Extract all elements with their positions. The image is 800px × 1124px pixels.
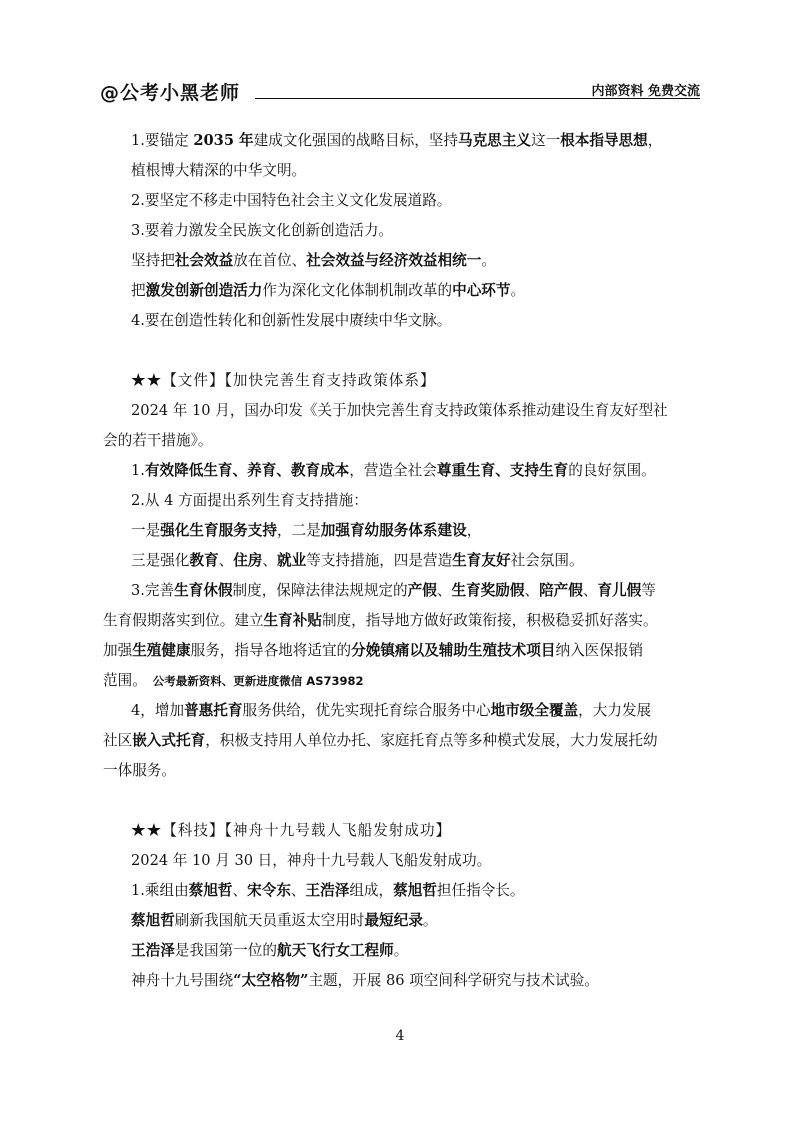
s2-intro-2: 会的若干措施》。 [103,432,213,449]
page-header [100,76,700,104]
s2-p8: 范围。 公考最新资料、更新进度微信 AS73982 [103,672,364,689]
s2-intro-1: 2024 年 10 月，国办印发《关于加快完善生育支持政策体系推动建设生育友好型社 [131,402,668,419]
s2-p10: 社区嵌入式托育，积极支持用人单位办托、家庭托育点等多种模式发展，大力发展托幼 [103,732,658,749]
s1-line-2: 植根博大精深的中华文明。 [131,162,307,179]
s2-p3: 一是强化生育服务支持，二是加强育幼服务体系建设， [131,522,482,539]
s3-p4: 神舟十九号围绕“太空格物”主题，开展 86 项空间科学研究与技术试验。 [131,972,599,989]
s2-p7: 加强生殖健康服务，指导各地将适宜的分娩镇痛以及辅助生殖技术项目纳入医保报销 [103,642,644,659]
s1-line-5: 坚持把社会效益放在首位、社会效益与经济效益相统一。 [131,252,496,269]
s1-line-4: 3.要着力激发全民族文化创新创造活力。 [131,222,394,239]
s3-p1: 1.乘组由蔡旭哲、宋令东、王浩泽组成，蔡旭哲担任指令长。 [131,882,525,899]
s2-p4: 三是强化教育、住房、就业等支持措施，四是营造生育友好社会氛围。 [131,552,584,569]
s1-line-6: 把激发创新创造活力作为深化文化体制机制改革的中心环节。 [131,282,526,299]
s1-line-7: 4.要在创造性转化和创新性发展中赓续中华文脉。 [131,312,452,329]
header-brand: @公考小黑老师 [100,82,241,104]
s2-p5: 3.完善生育休假制度，保障法律法规规定的产假、生育奖励假、陪产假、育儿假等 [131,582,656,599]
page-number: 4 [395,1028,405,1044]
s3-p2: 蔡旭哲刷新我国航天员重返太空用时最短纪录。 [131,912,438,929]
s2-p2: 2.从 4 方面提出系列生育支持措施： [131,492,368,509]
s2-heading: ★★【文件】【加快完善生育支持政策体系】 [131,372,436,389]
s3-p3: 王浩泽是我国第一位的航天飞行女工程师。 [131,942,409,959]
s2-p9: 4，增加普惠托育服务供给，优先实现托育综合服务中心地市级全覆盖，大力发展 [131,702,652,719]
document-body [103,126,701,996]
s3-heading: ★★【科技】【神舟十九号载人飞船发射成功】 [131,822,452,839]
s2-p11: 一体服务。 [103,762,176,779]
s2-p6: 生育假期落实到位。建立生育补贴制度，指导地方做好政策衔接，积极稳妥抓好落实。 [103,612,658,629]
wechat-note: 公考最新资料、更新进度微信 AS73982 [152,674,364,688]
s1-line-3: 2.要坚定不移走中国特色社会主义文化发展道路。 [131,192,452,209]
s2-p1: 1.有效降低生育、养育、教育成本，营造全社会尊重生育、支持生育的良好氛围。 [131,462,656,479]
s1-line-1: 1.要锚定 2035 年建成文化强国的战略目标，坚持马克思主义这一根本指导思想， [131,132,663,149]
s3-intro: 2024 年 10 月 30 日，神舟十九号载人飞船发射成功。 [131,852,492,869]
header-note: 内部资料 免费交流 [591,84,700,99]
